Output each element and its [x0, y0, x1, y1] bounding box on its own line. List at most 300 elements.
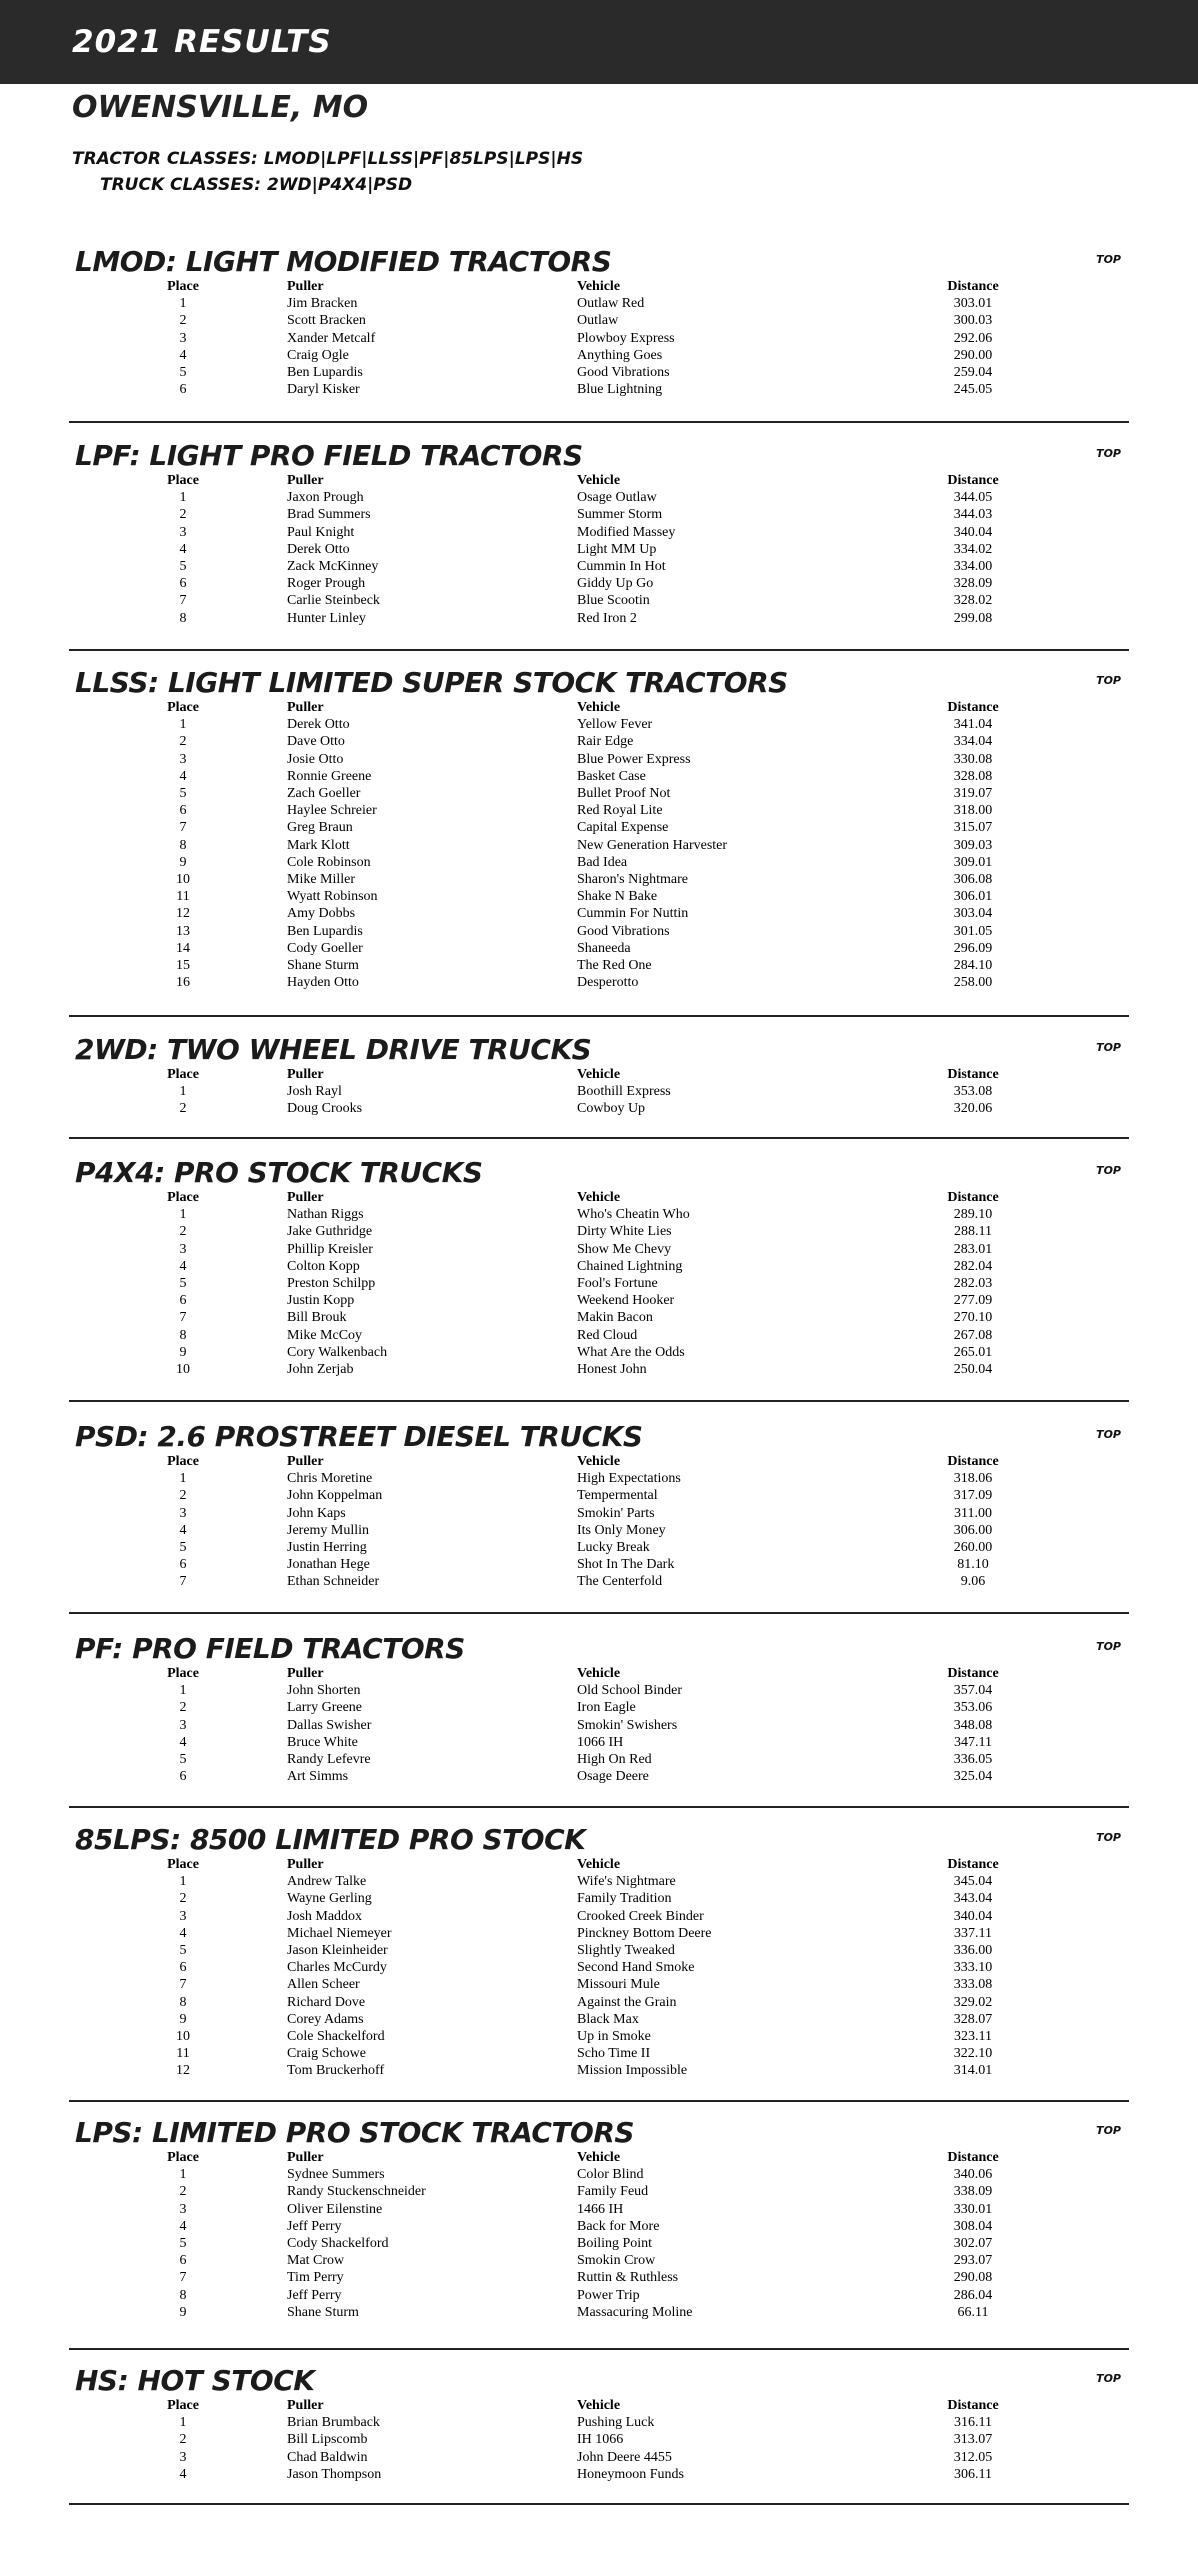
place-cell: 4	[179, 1734, 187, 1750]
distance-header: Distance	[947, 1454, 999, 1469]
distance-header: Distance	[947, 2150, 999, 2165]
vehicle-cell: Modified Massey	[577, 524, 676, 540]
puller-cell: Cody Shackelford	[287, 2236, 389, 2252]
place-cell: 3	[179, 1908, 187, 1924]
vehicle-header: Vehicle	[577, 1857, 621, 1872]
puller-cell: Derek Otto	[287, 541, 350, 557]
table-row	[69, 957, 1129, 974]
puller-cell: John Koppelman	[287, 1488, 383, 1504]
place-cell: 6	[179, 1293, 187, 1309]
results-table	[69, 699, 1129, 991]
distance-cell: 343.04	[953, 1891, 993, 1907]
results-section	[0, 439, 1198, 651]
table-row	[69, 1344, 1129, 1361]
table-row	[69, 592, 1129, 609]
place-cell: 5	[179, 2236, 187, 2252]
truck-classes-links[interactable]: TRUCK CLASSES: 2WD|P4X4|PSD	[100, 175, 413, 195]
vehicle-cell: Against the Grain	[577, 1994, 677, 2010]
distance-header: Distance	[947, 700, 999, 715]
place-header: Place	[167, 1857, 199, 1872]
place-cell: 8	[179, 1327, 187, 1343]
table-row	[69, 1241, 1129, 1258]
puller-cell: Cody Goeller	[287, 940, 363, 956]
table-row	[69, 923, 1129, 940]
place-cell: 3	[179, 1717, 187, 1733]
table-row	[69, 1223, 1129, 1240]
vehicle-cell: Basket Case	[577, 768, 646, 784]
place-cell: 5	[179, 365, 187, 381]
table-row	[69, 819, 1129, 836]
distance-cell: 344.03	[953, 507, 993, 523]
vehicle-header: Vehicle	[577, 1454, 621, 1469]
vehicle-cell: Bad Idea	[577, 854, 628, 870]
distance-cell: 338.09	[953, 2184, 993, 2200]
place-cell: 5	[179, 1752, 187, 1768]
table-header-row	[69, 2149, 1129, 2166]
vehicle-cell: Good Vibrations	[577, 923, 670, 939]
puller-cell: Josh Rayl	[287, 1084, 342, 1100]
vehicle-cell: Up in Smoke	[577, 2029, 651, 2045]
table-row	[69, 1470, 1129, 1487]
results-section	[0, 1156, 1198, 1402]
puller-header: Puller	[287, 2398, 324, 2413]
table-row	[69, 312, 1129, 329]
distance-cell: 301.05	[953, 923, 993, 939]
vehicle-cell: John Deere 4455	[577, 2449, 672, 2465]
section-title: LPF: LIGHT PRO FIELD TRACTORS	[75, 439, 583, 472]
puller-cell: Cole Robinson	[287, 854, 371, 870]
puller-cell: Mark Klott	[287, 837, 350, 853]
place-cell: 1	[179, 717, 187, 733]
vehicle-cell: Osage Deere	[577, 1769, 649, 1785]
table-row	[69, 2045, 1129, 2062]
puller-cell: Amy Dobbs	[287, 906, 356, 922]
table-row	[69, 1908, 1129, 1925]
place-cell: 8	[179, 837, 187, 853]
puller-cell: Wyatt Robinson	[287, 889, 378, 905]
table-row	[69, 2304, 1129, 2321]
vehicle-header: Vehicle	[577, 1067, 621, 1082]
vehicle-cell: Show Me Chevy	[577, 1241, 672, 1257]
vehicle-cell: Sharon's Nightmare	[577, 872, 689, 888]
table-header-row	[69, 472, 1129, 489]
place-header: Place	[167, 279, 199, 294]
results-table	[69, 1066, 1129, 1118]
place-cell: 1	[179, 490, 187, 506]
distance-cell: 328.02	[953, 593, 993, 609]
place-cell: 4	[179, 541, 187, 557]
results-section	[0, 1823, 1198, 2102]
distance-cell: 258.00	[953, 975, 993, 991]
place-cell: 3	[179, 1505, 187, 1521]
vehicle-cell: Mission Impossible	[577, 2063, 688, 2079]
place-cell: 2	[179, 2184, 187, 2200]
vehicle-cell: Tempermental	[577, 1488, 658, 1504]
vehicle-cell: Who's Cheatin Who	[577, 1207, 690, 1223]
table-row	[69, 1556, 1129, 1573]
distance-cell: 330.01	[953, 2201, 993, 2217]
results-section	[0, 1420, 1198, 1614]
table-row	[69, 2252, 1129, 2269]
place-cell: 7	[179, 820, 187, 836]
vehicle-header: Vehicle	[577, 700, 621, 715]
place-cell: 6	[179, 1769, 187, 1785]
distance-cell: 340.06	[953, 2167, 993, 2183]
table-row	[69, 1309, 1129, 1326]
table-row	[69, 888, 1129, 905]
back-to-top-link[interactable]: TOP	[1096, 447, 1121, 460]
place-cell: 13	[176, 923, 190, 939]
vehicle-cell: What Are the Odds	[577, 1344, 685, 1360]
vehicle-cell: Family Feud	[577, 2184, 649, 2200]
table-header-row	[69, 1189, 1129, 1206]
results-table	[69, 1665, 1129, 1785]
distance-header: Distance	[947, 1067, 999, 1082]
table-row	[69, 364, 1129, 381]
puller-header: Puller	[287, 1666, 324, 1681]
vehicle-cell: High Expectations	[577, 1471, 681, 1487]
puller-cell: Xander Metcalf	[287, 330, 376, 346]
puller-cell: Tom Bruckerhoff	[287, 2063, 385, 2079]
table-row	[69, 2466, 1129, 2483]
vehicle-cell: Outlaw	[577, 313, 619, 329]
place-cell: 3	[179, 1241, 187, 1257]
distance-cell: 313.07	[953, 2432, 993, 2448]
vehicle-cell: Blue Lightning	[577, 382, 663, 398]
table-row	[69, 1258, 1129, 1275]
puller-header: Puller	[287, 700, 324, 715]
puller-cell: Tim Perry	[287, 2270, 344, 2286]
table-row	[69, 1717, 1129, 1734]
vehicle-cell: Red Iron 2	[577, 610, 637, 626]
place-cell: 2	[179, 1101, 187, 1117]
place-cell: 1	[179, 2415, 187, 2431]
puller-cell: John Zerjab	[287, 1362, 354, 1378]
place-cell: 5	[179, 786, 187, 802]
distance-header: Distance	[947, 1666, 999, 1681]
table-row	[69, 940, 1129, 957]
puller-cell: Mat Crow	[287, 2253, 345, 2269]
vehicle-cell: Smokin Crow	[577, 2253, 656, 2269]
place-cell: 2	[179, 507, 187, 523]
puller-cell: Oliver Eilenstine	[287, 2201, 383, 2217]
section-title: P4X4: PRO STOCK TRUCKS	[75, 1156, 483, 1189]
section-box	[69, 1632, 1129, 1808]
table-row	[69, 1522, 1129, 1539]
puller-cell: Scott Bracken	[287, 313, 366, 329]
puller-cell: Derek Otto	[287, 717, 350, 733]
puller-cell: Shane Sturm	[287, 958, 359, 974]
vehicle-cell: Pinckney Bottom Deere	[577, 1925, 712, 1941]
distance-cell: 282.04	[953, 1258, 993, 1274]
puller-cell: Jake Guthridge	[287, 1224, 373, 1240]
puller-cell: Ben Lupardis	[287, 923, 363, 939]
vehicle-cell: The Red One	[577, 958, 652, 974]
back-to-top-link[interactable]: TOP	[1096, 1041, 1121, 1054]
table-row	[69, 1275, 1129, 1292]
distance-cell: 315.07	[953, 820, 993, 836]
puller-cell: Richard Dove	[287, 1994, 366, 2010]
distance-cell: 347.11	[954, 1734, 992, 1750]
table-header-row	[69, 1453, 1129, 1470]
place-cell: 2	[179, 734, 187, 750]
place-cell: 3	[179, 751, 187, 767]
place-cell: 1	[179, 296, 187, 312]
table-row	[69, 871, 1129, 888]
distance-cell: 267.08	[953, 1327, 993, 1343]
vehicle-cell: Black Max	[577, 2011, 639, 2027]
place-cell: 7	[179, 593, 187, 609]
section-box	[69, 245, 1129, 423]
place-cell: 9	[179, 2011, 187, 2027]
distance-cell: 284.10	[953, 958, 993, 974]
table-row	[69, 2218, 1129, 2235]
vehicle-cell: Shaneeda	[577, 940, 631, 956]
puller-cell: Justin Kopp	[287, 1293, 355, 1309]
results-section	[0, 2364, 1198, 2505]
puller-cell: Art Simms	[287, 1769, 349, 1785]
results-table	[69, 278, 1129, 398]
results-section	[0, 1632, 1198, 1808]
back-to-top-link[interactable]: TOP	[1096, 1640, 1121, 1653]
place-header: Place	[167, 1666, 199, 1681]
place-cell: 11	[176, 889, 190, 905]
puller-cell: Roger Prough	[287, 576, 366, 592]
distance-header: Distance	[947, 473, 999, 488]
results-table	[69, 1189, 1129, 1378]
puller-cell: Jim Bracken	[287, 296, 358, 312]
table-row	[69, 575, 1129, 592]
puller-cell: Jeremy Mullin	[287, 1522, 370, 1538]
puller-cell: Dave Otto	[287, 734, 345, 750]
back-to-top-link[interactable]: TOP	[1096, 2372, 1121, 2385]
puller-cell: Bill Lipscomb	[287, 2432, 368, 2448]
results-section	[0, 1033, 1198, 1139]
vehicle-cell: Shake N Bake	[577, 889, 658, 905]
vehicle-cell: Honeymoon Funds	[577, 2466, 684, 2482]
vehicle-cell: Cummin In Hot	[577, 559, 666, 575]
results-section	[0, 666, 1198, 1017]
vehicle-cell: Second Hand Smoke	[577, 1960, 695, 1976]
distance-cell: 333.08	[953, 1977, 993, 1993]
vehicle-cell: Light MM Up	[577, 541, 657, 557]
section-title: HS: HOT STOCK	[75, 2364, 315, 2397]
puller-cell: Preston Schilpp	[287, 1276, 376, 1292]
puller-cell: Haylee Schreier	[287, 803, 377, 819]
distance-cell: 286.04	[953, 2287, 993, 2303]
place-cell: 9	[179, 1344, 187, 1360]
vehicle-header: Vehicle	[577, 473, 621, 488]
back-to-top-link[interactable]: TOP	[1096, 674, 1121, 687]
puller-cell: Larry Greene	[287, 1700, 363, 1716]
distance-cell: 293.07	[953, 2253, 993, 2269]
section-box	[69, 1033, 1129, 1139]
distance-cell: 277.09	[953, 1293, 993, 1309]
distance-cell: 322.10	[953, 2046, 993, 2062]
puller-cell: Josh Maddox	[287, 1908, 363, 1924]
table-row	[69, 610, 1129, 627]
puller-cell: Brian Brumback	[287, 2415, 380, 2431]
table-row	[69, 2011, 1129, 2028]
place-cell: 7	[179, 1574, 187, 1590]
place-cell: 10	[176, 872, 190, 888]
puller-cell: Doug Crooks	[287, 1101, 363, 1117]
distance-cell: 340.04	[953, 1908, 993, 1924]
distance-cell: 334.00	[953, 559, 993, 575]
table-header-row	[69, 2397, 1129, 2414]
distance-cell: 312.05	[953, 2449, 993, 2465]
table-row	[69, 2028, 1129, 2045]
section-title: PF: PRO FIELD TRACTORS	[75, 1632, 465, 1665]
place-cell: 1	[179, 1084, 187, 1100]
place-cell: 2	[179, 313, 187, 329]
distance-header: Distance	[947, 279, 999, 294]
table-row	[69, 1873, 1129, 1890]
place-cell: 6	[179, 2253, 187, 2269]
table-row	[69, 974, 1129, 991]
back-to-top-link[interactable]: TOP	[1096, 253, 1121, 266]
vehicle-cell: Smokin' Swishers	[577, 1717, 678, 1733]
place-cell: 6	[179, 382, 187, 398]
table-row	[69, 2201, 1129, 2218]
section-title: PSD: 2.6 PROSTREET DIESEL TRUCKS	[75, 1420, 643, 1453]
vehicle-cell: 1466 IH	[577, 2201, 624, 2217]
table-row	[69, 905, 1129, 922]
puller-cell: Sydnee Summers	[287, 2167, 385, 2183]
vehicle-cell: Red Royal Lite	[577, 803, 663, 819]
place-cell: 9	[179, 2304, 187, 2320]
place-cell: 1	[179, 1207, 187, 1223]
distance-cell: 328.08	[953, 768, 993, 784]
table-row	[69, 2287, 1129, 2304]
puller-cell: Zach Goeller	[287, 786, 361, 802]
table-row	[69, 2414, 1129, 2431]
vehicle-cell: Wife's Nightmare	[577, 1874, 676, 1890]
table-row	[69, 1959, 1129, 1976]
back-to-top-link[interactable]: TOP	[1096, 1428, 1121, 1441]
place-cell: 4	[179, 347, 187, 363]
distance-cell: 302.07	[953, 2236, 993, 2252]
place-cell: 2	[179, 1700, 187, 1716]
table-row	[69, 2062, 1129, 2079]
puller-cell: John Kaps	[287, 1505, 346, 1521]
table-row	[69, 1734, 1129, 1751]
table-row	[69, 295, 1129, 312]
puller-cell: Greg Braun	[287, 820, 353, 836]
place-cell: 4	[179, 1522, 187, 1538]
tractor-classes-links[interactable]: TRACTOR CLASSES: LMOD|LPF|LLSS|PF|85LPS|LPS|HS	[72, 149, 584, 169]
table-row	[69, 837, 1129, 854]
table-row	[69, 1994, 1129, 2011]
distance-cell: 296.09	[953, 940, 993, 956]
distance-cell: 337.11	[954, 1925, 992, 1941]
distance-cell: 303.04	[953, 906, 993, 922]
puller-cell: Randy Stuckenschneider	[287, 2184, 426, 2200]
place-cell: 7	[179, 1977, 187, 1993]
place-header: Place	[167, 473, 199, 488]
vehicle-cell: Yellow Fever	[577, 717, 653, 733]
table-header-row	[69, 278, 1129, 295]
distance-cell: 300.03	[953, 313, 993, 329]
place-cell: 7	[179, 1310, 187, 1326]
distance-cell: 344.05	[953, 490, 993, 506]
vehicle-cell: Bullet Proof Not	[577, 786, 671, 802]
vehicle-cell: Boiling Point	[577, 2236, 653, 2252]
table-row	[69, 1573, 1129, 1590]
vehicle-cell: Blue Power Express	[577, 751, 691, 767]
table-row	[69, 2449, 1129, 2466]
vehicle-cell: Summer Storm	[577, 507, 663, 523]
vehicle-cell: Cowboy Up	[577, 1101, 646, 1117]
distance-cell: 308.04	[953, 2218, 993, 2234]
back-to-top-link[interactable]: TOP	[1096, 2124, 1121, 2137]
back-to-top-link[interactable]: TOP	[1096, 1164, 1121, 1177]
table-row	[69, 1539, 1129, 1556]
place-cell: 5	[179, 1276, 187, 1292]
vehicle-cell: 1066 IH	[577, 1734, 624, 1750]
table-row	[69, 751, 1129, 768]
table-row	[69, 1925, 1129, 1942]
puller-header: Puller	[287, 1067, 324, 1082]
distance-cell: 288.11	[954, 1224, 992, 1240]
vehicle-header: Vehicle	[577, 2150, 621, 2165]
place-cell: 6	[179, 1960, 187, 1976]
distance-cell: 319.07	[953, 786, 993, 802]
place-cell: 5	[179, 1943, 187, 1959]
place-cell: 4	[179, 2218, 187, 2234]
distance-header: Distance	[947, 2398, 999, 2413]
puller-cell: John Shorten	[287, 1683, 361, 1699]
table-row	[69, 768, 1129, 785]
distance-cell: 306.11	[954, 2466, 992, 2482]
table-row	[69, 489, 1129, 506]
place-cell: 1	[179, 1471, 187, 1487]
place-cell: 4	[179, 1925, 187, 1941]
place-cell: 8	[179, 610, 187, 626]
section-title: LLSS: LIGHT LIMITED SUPER STOCK TRACTORS	[75, 666, 788, 699]
place-cell: 12	[176, 2063, 190, 2079]
distance-cell: 309.03	[953, 837, 993, 853]
puller-cell: Jonathan Hege	[287, 1557, 370, 1573]
results-table	[69, 2397, 1129, 2483]
puller-cell: Mike McCoy	[287, 1327, 363, 1343]
puller-cell: Daryl Kisker	[287, 382, 360, 398]
table-row	[69, 854, 1129, 871]
vehicle-cell: Cummin For Nuttin	[577, 906, 689, 922]
distance-cell: 345.04	[953, 1874, 993, 1890]
vehicle-cell: Shot In The Dark	[577, 1557, 675, 1573]
table-row	[69, 1361, 1129, 1378]
puller-cell: Hunter Linley	[287, 610, 366, 626]
place-cell: 1	[179, 1874, 187, 1890]
vehicle-cell: Scho Time II	[577, 2046, 651, 2062]
table-row	[69, 2269, 1129, 2286]
place-cell: 1	[179, 2167, 187, 2183]
vehicle-cell: Giddy Up Go	[577, 576, 654, 592]
puller-header: Puller	[287, 473, 324, 488]
vehicle-cell: Red Cloud	[577, 1327, 638, 1343]
distance-header: Distance	[947, 1857, 999, 1872]
place-cell: 15	[176, 958, 190, 974]
back-to-top-link[interactable]: TOP	[1096, 1831, 1121, 1844]
puller-cell: Randy Lefevre	[287, 1752, 371, 1768]
puller-cell: Corey Adams	[287, 2011, 364, 2027]
section-title: LPS: LIMITED PRO STOCK TRACTORS	[75, 2116, 635, 2149]
distance-cell: 323.11	[954, 2029, 992, 2045]
section-box	[69, 1156, 1129, 1402]
page-header-bar	[0, 0, 1198, 84]
results-table	[69, 472, 1129, 627]
